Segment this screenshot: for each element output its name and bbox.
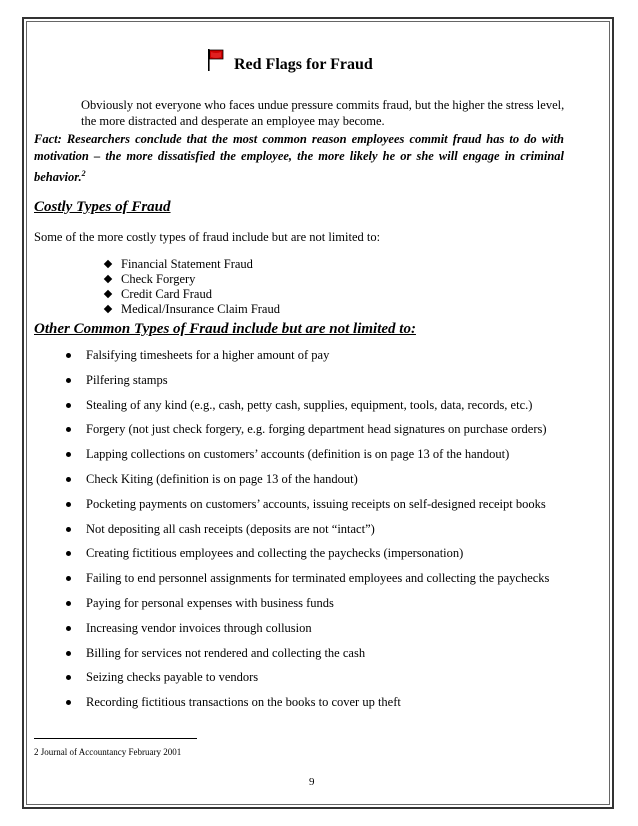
bullet-icon	[66, 403, 71, 408]
other-heading: Other Common Types of Fraud include but are not limited to:	[34, 321, 416, 337]
list-item-text: Billing for services not rendered and collecting the cash	[86, 645, 366, 660]
list-item	[104, 272, 280, 287]
bullet-icon	[66, 502, 71, 507]
footnote-divider	[34, 738, 197, 739]
footnote: 2 Journal of Accountancy February 2001	[34, 747, 182, 757]
list-item-text: Falsifying timesheets for a higher amount of pay	[86, 348, 330, 362]
list-item-text: Forgery (not just check forgery, e.g. forging department head signatures on purchase orders)	[86, 422, 547, 437]
list-item-text: Creating fictitious employees and collecting the paychecks (impersonation)	[86, 546, 464, 561]
list-item-text: Financial Statement Fraud	[121, 257, 253, 271]
costly-intro: Some of the more costly types of fraud include but are not limited to:	[34, 230, 381, 244]
bullet-icon	[66, 353, 71, 358]
diamond-bullet-icon	[104, 275, 112, 283]
title-row	[34, 46, 600, 76]
list-item-text: Check Kiting (definition is on page 13 of the handout)	[86, 471, 358, 486]
bullet-icon	[66, 675, 71, 680]
bullet-icon	[66, 651, 71, 656]
list-item	[104, 287, 280, 302]
bullet-icon	[66, 452, 71, 457]
list-item-text: Recording fictitious transactions on the books to cover up theft	[86, 695, 401, 710]
list-item-text: Increasing vendor invoices through collusion	[86, 620, 312, 635]
list-item-text: Stealing of any kind (e.g., cash, petty cash, supplies, equipment, tools, data, records, etc.)	[86, 397, 533, 412]
list-item	[64, 373, 549, 398]
diamond-bullet-icon	[104, 290, 112, 298]
list-item	[64, 621, 549, 646]
list-item-text: Credit Card Fraud	[121, 287, 212, 301]
list-item-text: Pocketing payments on customers’ accounts, issuing receipts on self-designed receipt books	[86, 496, 546, 511]
list-item-text: Pilfering stamps	[86, 372, 168, 387]
page-title: Red Flags for Fraud	[234, 56, 373, 73]
intro-line: Obviously not everyone who faces undue pressure commits fraud, but the higher the stress level,	[81, 98, 565, 112]
list-item	[64, 596, 549, 621]
fact-paragraph	[34, 131, 564, 186]
red-flag-icon	[206, 48, 226, 72]
list-item	[64, 398, 549, 423]
bullet-icon	[66, 527, 71, 532]
list-item-text: Paying for personal expenses with business funds	[86, 595, 334, 610]
bullet-icon	[66, 576, 71, 581]
bullet-icon	[66, 378, 71, 383]
costly-heading: Costly Types of Fraud	[34, 199, 171, 215]
list-item-text: Check Forgery	[121, 272, 196, 286]
intro-line: the more distracted and desperate an employee may become.	[81, 114, 385, 128]
diamond-bullet-icon	[104, 260, 112, 268]
list-item	[64, 497, 549, 522]
list-item	[104, 302, 280, 317]
page-number: 9	[309, 776, 315, 788]
list-item	[64, 571, 549, 596]
other-list	[64, 348, 549, 720]
list-item	[64, 348, 549, 373]
list-item	[64, 646, 549, 671]
footnote-ref: 2	[81, 169, 86, 178]
list-item	[64, 695, 549, 720]
list-item-text: Seizing checks payable to vendors	[86, 670, 259, 685]
bullet-icon	[66, 700, 71, 705]
list-item	[64, 522, 549, 547]
bullet-icon	[66, 626, 71, 631]
bullet-icon	[66, 551, 71, 556]
bullet-icon	[66, 477, 71, 482]
intro-paragraph	[81, 97, 601, 129]
bullet-icon	[66, 601, 71, 606]
list-item-text: Not depositing all cash receipts (deposits are not “intact”)	[86, 521, 375, 536]
list-item	[64, 472, 549, 497]
list-item	[64, 422, 549, 447]
list-item-text: Medical/Insurance Claim Fraud	[121, 302, 280, 316]
list-item	[64, 546, 549, 571]
list-item	[64, 447, 549, 472]
list-item-text: Failing to end personnel assignments for terminated employees and collecting the paychecks	[86, 571, 550, 586]
fact-text: Fact: Researchers conclude that the most common reason employees commit fraud has to do with motivation – the more dissatisfied the employee, the more likely he or she will engage in criminal behavior.	[34, 132, 564, 185]
costly-list	[104, 257, 280, 317]
list-item-text: Lapping collections on customers’ accounts (definition is on page 13 of the handout)	[86, 447, 510, 462]
list-item	[104, 257, 280, 272]
diamond-bullet-icon	[104, 305, 112, 313]
bullet-icon	[66, 427, 71, 432]
list-item	[64, 670, 549, 695]
